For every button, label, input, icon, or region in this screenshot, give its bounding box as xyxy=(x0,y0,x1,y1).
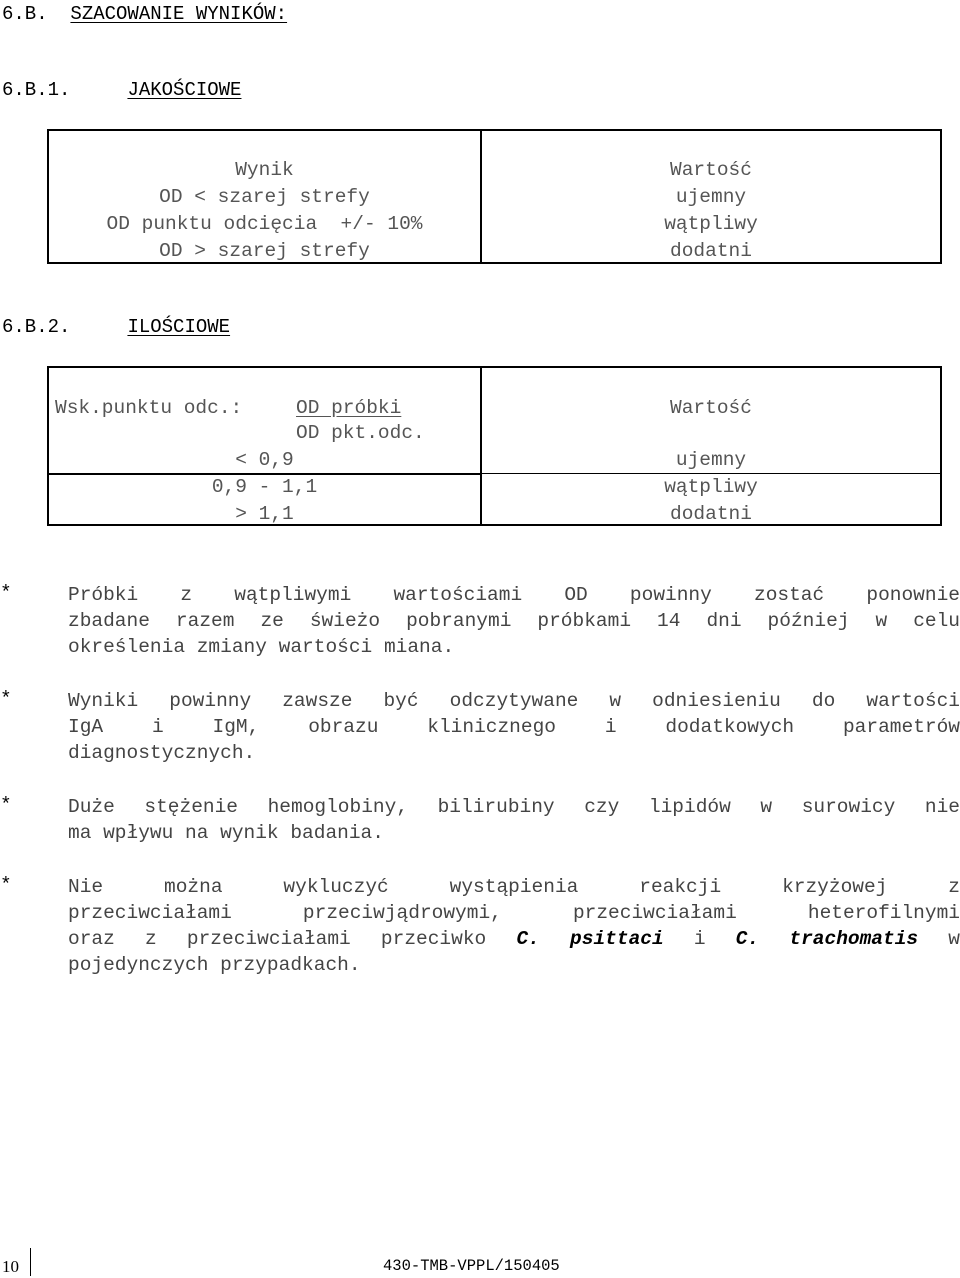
note-line: diagnostycznych. xyxy=(68,742,256,764)
species-name: C. trachomatis xyxy=(735,928,919,950)
document-code: 430-TMB-VPPL/150405 xyxy=(383,1257,560,1275)
table-cell: > 1,1 xyxy=(235,503,294,525)
note-line xyxy=(68,926,960,952)
quantitative-left-header-prefix: Wsk.punktu odc.: xyxy=(55,397,243,419)
note-line: określenia zmiany wartości miana. xyxy=(68,636,455,658)
species-name: C. psittaci xyxy=(516,928,664,950)
quantitative-title: ILOŚCIOWE xyxy=(127,316,231,338)
qualitative-title: JAKOŚCIOWE xyxy=(127,79,242,101)
note-line: przeciwciałami przeciwjądrowymi, przeciwciałami heterofilnymi xyxy=(68,902,960,924)
note-text: i xyxy=(663,928,736,950)
qualitative-number: 6.B.1. xyxy=(2,79,71,101)
section-title: SZACOWANIE WYNIKÓW: xyxy=(70,3,288,25)
qualitative-left-header: Wynik xyxy=(235,159,294,181)
quantitative-heading xyxy=(2,316,230,338)
note-bullet: * xyxy=(0,582,12,604)
note-line: Wyniki powinny zawsze być odczytywane w odniesieniu do wartości xyxy=(68,690,960,712)
note-line: Duże stężenie hemoglobiny, bilirubiny czy lipidów w surowicy nie xyxy=(68,796,960,818)
page-number: 10 xyxy=(2,1257,19,1276)
table-cell: OD > szarej strefy xyxy=(159,240,370,262)
table-cell: ujemny xyxy=(675,449,747,471)
quantitative-left-header-numerator: OD próbki xyxy=(296,397,402,419)
quantitative-right-header: Wartość xyxy=(670,397,752,419)
qualitative-right-header: Wartość xyxy=(670,159,752,181)
note-line: IgA i IgM, obrazu klinicznego i dodatkowych parametrów xyxy=(68,716,960,738)
section-heading xyxy=(2,3,287,25)
table-cell: OD punktu odcięcia +/- 10% xyxy=(106,213,423,235)
quantitative-table xyxy=(47,366,942,526)
table-cell: ujemny xyxy=(675,186,747,208)
note-line: pojedynczych przypadkach. xyxy=(68,954,361,976)
note-line: zbadane razem ze świeżo pobranymi próbkami 14 dni później w celu xyxy=(68,610,960,632)
note-bullet: * xyxy=(0,874,12,896)
quantitative-number: 6.B.2. xyxy=(2,316,71,338)
qualitative-heading xyxy=(2,79,241,101)
table-cell: wątpliwy xyxy=(664,213,758,235)
section-number: 6.B. xyxy=(2,3,48,25)
note-text: oraz z przeciwciałami przeciwko xyxy=(68,928,517,950)
qualitative-table xyxy=(47,129,942,264)
note-line: Próbki z wątpliwymi wartościami OD powinny zostać ponownie xyxy=(68,584,960,606)
note-line: Nie można wykluczyć wystąpienia reakcji krzyżowej z xyxy=(68,876,960,898)
footer-rule xyxy=(30,1248,31,1276)
quantitative-left-header-denominator: OD pkt.odc. xyxy=(296,422,425,444)
table-cell: dodatni xyxy=(670,240,752,262)
table-cell: 0,9 - 1,1 xyxy=(211,476,318,498)
table-cell: wątpliwy xyxy=(664,476,758,498)
table-cell: dodatni xyxy=(670,503,752,525)
note-bullet: * xyxy=(0,688,12,710)
table-cell: < 0,9 xyxy=(235,449,294,471)
note-text: w xyxy=(918,928,960,950)
table-cell: OD < szarej strefy xyxy=(159,186,370,208)
note-bullet: * xyxy=(0,794,12,816)
note-line: ma wpływu na wynik badania. xyxy=(68,822,384,844)
